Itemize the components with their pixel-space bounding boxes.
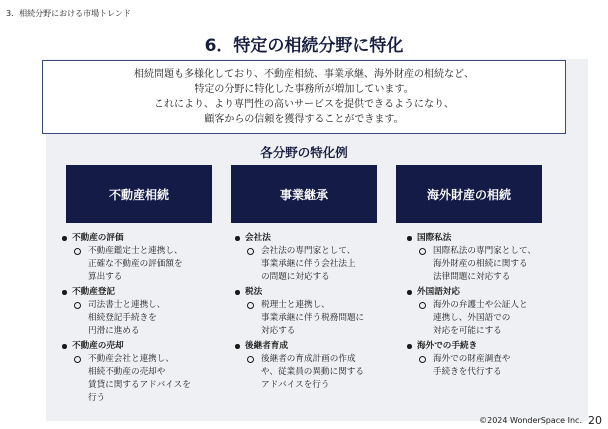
item-description: 後継者の育成計画の作成 や、従業員の異動に関する アドバイスを行う [233, 353, 403, 392]
item-description: 国際私法の専門家として、 海外財産の相続に関する 法律問題に対応する [405, 245, 585, 284]
category-header-real-estate: 不動産相続 [66, 165, 212, 223]
item-description: 税理士と連携し、 事業承継に伴う税務問題に 対応する [233, 299, 403, 338]
list-item [233, 340, 403, 392]
item-title: 国際私法 [405, 232, 585, 245]
intro-line: 特定の分野に特化した事務所が増加しています。 [194, 84, 414, 95]
item-title: 不動産の売却 [60, 340, 230, 353]
item-title: 会社法 [233, 232, 403, 245]
item-title: 後継者育成 [233, 340, 403, 353]
list-item [233, 286, 403, 338]
item-title: 不動産の評価 [60, 232, 230, 245]
item-title: 税法 [233, 286, 403, 299]
item-title: 不動産登記 [60, 286, 230, 299]
item-description: 不動産会社と連携し、 相続不動産の売却や 賃貸に関するアドバイスを 行う [60, 353, 230, 405]
item-description: 会社法の専門家として、 事業承継に伴う会社法上 の問題に対応する [233, 245, 403, 284]
intro-line: 相続問題も多様化しており、不動産相続、事業承継、海外財産の相続など、 [134, 69, 474, 80]
item-description: 司法書士と連携し、 相続登記手続きを 円滑に進める [60, 299, 230, 338]
list-item [405, 286, 585, 338]
category-header-business-succession: 事業継承 [231, 165, 377, 223]
item-description: 海外での財産調査や 手続きを代行する [405, 353, 585, 379]
item-description: 海外の弁護士や公証人と 連携し、外国語での 対応を可能にする [405, 299, 585, 338]
section-subheading: 各分野の特化例 [260, 145, 348, 160]
intro-box [42, 60, 566, 134]
column-real-estate [60, 232, 230, 407]
item-title: 海外での手続き [405, 340, 585, 353]
page-number: 20 [588, 414, 602, 427]
list-item [60, 340, 230, 405]
list-item [233, 232, 403, 284]
intro-line: これにより、より専門性の高いサービスを提供できるようになり、 [154, 99, 454, 110]
list-item [60, 286, 230, 338]
list-item [405, 232, 585, 284]
page-title: 6．特定の相続分野に特化 [204, 36, 404, 56]
item-description: 不動産鑑定士と連携し、 正確な不動産の評価額を 算出する [60, 245, 230, 284]
list-item [60, 232, 230, 284]
intro-line: 顧客からの信頼を獲得することができます。 [204, 114, 404, 125]
category-header-overseas-assets: 海外財産の相続 [396, 165, 542, 223]
copyright-footer: ©2024 WonderSpace Inc. [479, 416, 582, 425]
list-item [405, 340, 585, 379]
breadcrumb: 3．相続分野における市場トレンド [6, 9, 131, 18]
item-title: 外国語対応 [405, 286, 585, 299]
column-overseas-assets [405, 232, 585, 381]
column-business-succession [233, 232, 403, 394]
